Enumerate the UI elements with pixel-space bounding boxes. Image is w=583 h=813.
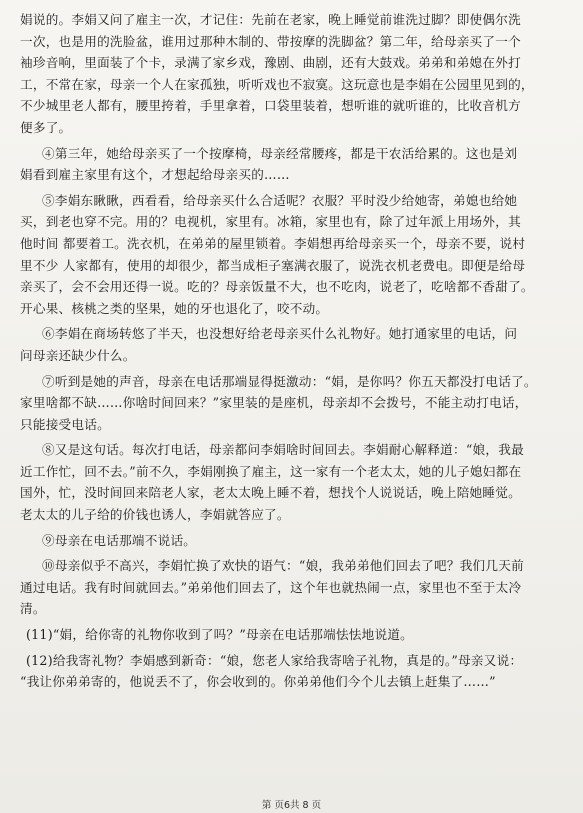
text-line: 通过电话。我有时间就回去。”弟弟他们回去了，这个年也就热闹一点，家里也不至于太冷 [20,579,522,595]
paragraph-11-line: (11)“娟，给你寄的礼物你收到了吗？”母亲在电话那端怯怯地说道。 [26,627,414,643]
paragraph-10-line: ⑩母亲似乎不高兴，李娟忙换了欢快的语气：“娘，我弟弟他们回去了吧？我们几天前 [42,558,524,574]
text-line: 不少城里老人都有，腰里挎着，手里拿着，口袋里装着，想听谁的就听谁的，比收音机方 [20,98,521,114]
text-line: 清。 [20,601,46,617]
text-line: 里不少 人家都有，使用的却很少，都当成柜子塞满衣服了，说洗衣机老费电。即便是给母 [20,257,526,273]
text-line: 买，到老也穿不完。用的？电视机，家里有。冰箱，家里也有，除了过年派上用场外，其 [20,214,521,230]
paragraph-9-line: ⑨母亲在电话那端不说话。 [42,532,197,548]
text-line: 国外，忙，没时间回来陪老人家，老太太晚上睡不着，想找个人说说话，晚上陪她睡觉。 [20,485,521,501]
paragraph-12-line: (12)给我寄礼物？李娟感到新奇：“娘，您老人家给我寄啥子礼物，真是的。”母亲又说： [26,652,523,668]
text-line: 亲买了，会不会用还得一说。吃的？母亲饭量不大，也不吃肉，说老了，吃啥都不香甜了。 [20,279,534,295]
text-line: 娟说的。李娟又问了雇主一次，才记住：先前在老家，晚上睡觉前谁洗过脚？即使偶尔洗 [20,12,521,27]
page-footer: 第 页6共 8 页 [261,800,322,811]
paragraph-8-line: ⑧又是这句话。每次打电话，母亲都问李娟啥时间回去。李娟耐心解释道：“娘，我最 [42,442,524,458]
text-line: 只能接受电话。 [20,416,110,432]
paragraph-4-line: ④第三年，她给母亲买了一个按摩椅，母亲经常腰疼，都是干农活给累的。这也是刘 [42,145,518,161]
text-line: 便多了。 [20,119,72,135]
paragraph-5-line: ⑤李娟东瞅瞅，西看看，给母亲买什么合适呢？衣服？平时没少给她寄，弟媳也给她 [42,192,518,208]
text-line: 他时间 都要着工。洗衣机，在弟弟的屋里锁着。李娟想再给母亲买一个，母亲不要，说村 [20,235,526,251]
text-line: 近工作忙，回不去。”前不久，李娟刚换了雇主，这一家有一个老太太，她的儿子媳妇都在 [20,463,522,479]
text-line: 娟看到雇主家里有这个，才想起给母亲买的…… [20,167,290,183]
text-line: “我让你弟弟寄的，他说丢不了，你会收到的。你弟弟他们今个儿去镇上赶集了……” [20,674,496,690]
paragraph-6-line: ⑥李娟在商场转悠了半天，也没想好给老母亲买什么礼物好。她打通家里的电话，问 [42,326,518,342]
text-line: 开心果、核桃之类的坚果，她的牙也退化了，咬不动。 [20,300,329,316]
text-line: 家里啥都不缺……你啥时间回来？”家里装的是座机，母亲却不会拨号，不能主动打电话， [20,395,528,411]
paragraph-7-line: ⑦听到是她的声音，母亲在电话那端显得挺激动：“娟，是你吗？你五天都没打电话了。 [42,373,537,389]
text-line: 一次，也是用的洗脸盆，谁用过那种木制的、带按摩的洗脚盆？第二年，给母亲买了一个 [20,33,521,49]
document-body [20,9,568,693]
text-line: 袖珍音响，里面装了个卡，录满了家乡戏，豫剧、曲剧，还有大鼓戏。弟弟和弟媳在外打 [20,55,521,71]
text-line: 问母亲还缺少什么。 [20,347,136,363]
text-line: 老太太的儿子给的价钱也诱人，李娟就答应了。 [20,507,290,523]
text-line: 工，不常在家，母亲一个人在家孤独，听听戏也不寂寞。这玩意也是李娟在公园里见到的， [20,76,534,92]
